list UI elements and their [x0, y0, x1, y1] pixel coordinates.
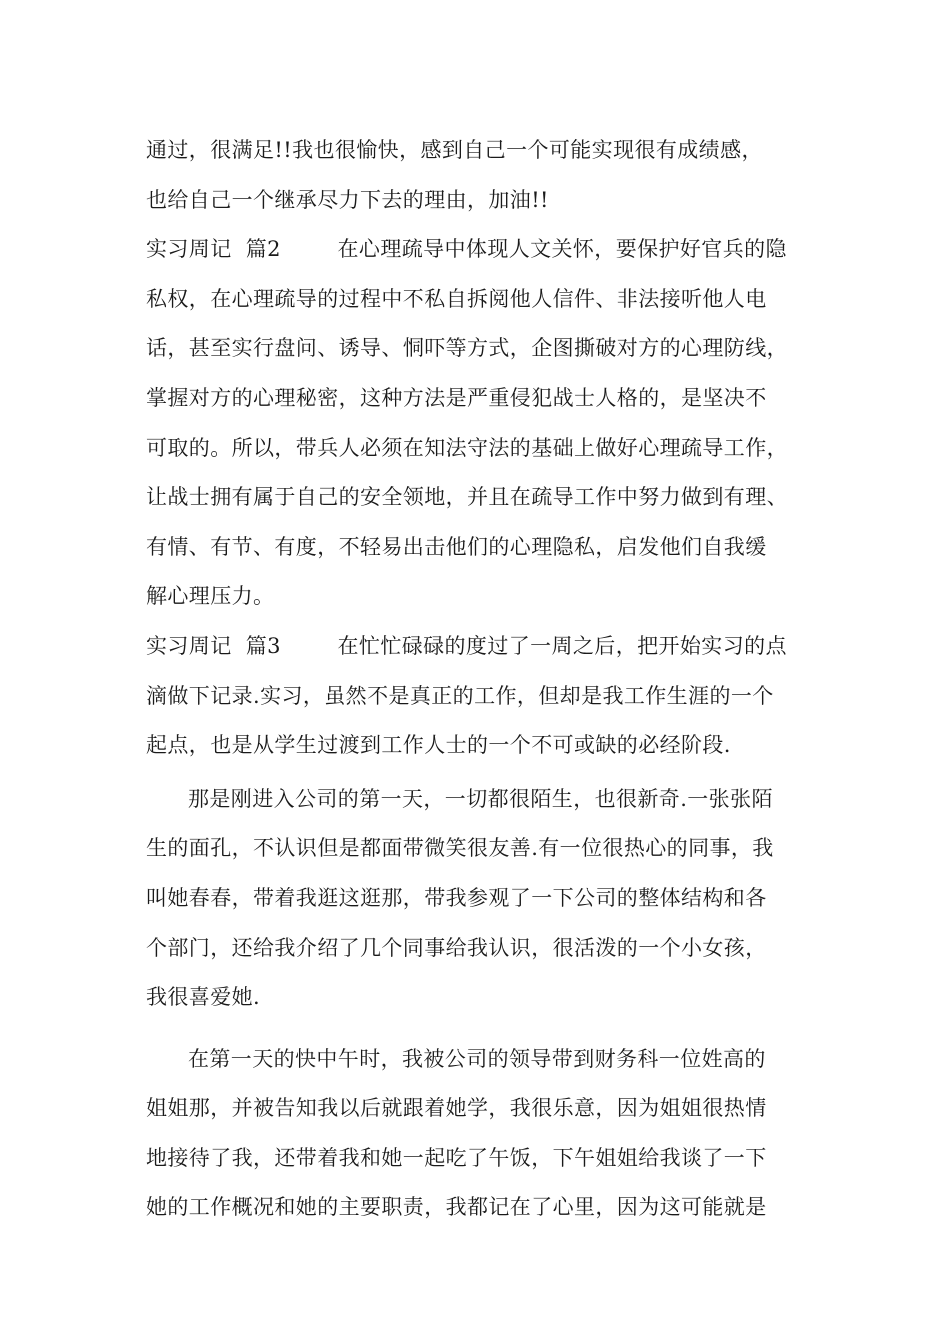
section-heading-line: 实习周记 篇2 在心理疏导中体现人文关怀，要保护好官兵的隐	[146, 237, 787, 262]
text-line: 她的工作概况和她的主要职责，我都记在了心里，因为这可能就是	[146, 1195, 767, 1220]
paragraph-first-line: 在第一天的快中午时，我被公司的领导带到财务科一位姓高的	[188, 1046, 766, 1071]
text-line: 话，甚至实行盘问、诱导、恫吓等方式，企图撕破对方的心理防线，	[146, 336, 788, 361]
paragraph-first-line: 那是刚进入公司的第一天，一切都很陌生，也很新奇.一张张陌	[188, 786, 773, 811]
text-line: 有情、有节、有度，不轻易出击他们的心理隐私，启发他们自我缓	[146, 534, 767, 559]
text-line: 滴做下记录.实习，虽然不是真正的工作，但却是我工作生涯的一个	[146, 683, 774, 708]
text-line: 生的面孔，不认识但是都面带微笑很友善.有一位很热心的同事，我	[146, 836, 774, 861]
text-line: 私权，在心理疏导的过程中不私自拆阅他人信件、非法接听他人电	[146, 286, 767, 311]
text-line: 让战士拥有属于自己的安全领地，并且在疏导工作中努力做到有理、	[146, 485, 788, 510]
text-line: 可取的。所以，带兵人必须在知法守法的基础上做好心理疏导工作，	[146, 435, 788, 460]
document-body	[146, 126, 822, 1233]
text-line: 姐姐那，并被告知我以后就跟着她学，我很乐意，因为姐姐很热情	[146, 1096, 767, 1121]
text-line: 通过，很满足!!我也很愉快，感到自己一个可能实现很有成绩感，	[146, 138, 763, 162]
text-line: 地接待了我，还带着我和她一起吃了午饭，下午姐姐给我谈了一下	[146, 1145, 767, 1170]
text-line: 我很喜爱她.	[146, 985, 261, 1010]
text-line: 也给自己一个继承尽力下去的理由，加油!!	[146, 187, 549, 212]
text-line: 叫她春春，带着我逛这逛那，带我参观了一下公司的整体结构和各	[146, 885, 767, 910]
text-line: 掌握对方的心理秘密，这种方法是严重侵犯战士人格的，是坚决不	[146, 385, 767, 410]
text-line: 个部门，还给我介绍了几个同事给我认识，很活泼的一个小女孩，	[146, 935, 767, 960]
section-heading-line: 实习周记 篇3 在忙忙碌碌的度过了一周之后，把开始实习的点	[146, 633, 787, 658]
text-line: 解心理压力。	[146, 584, 275, 609]
text-line: 起点，也是从学生过渡到工作人士的一个不可或缺的必经阶段.	[146, 733, 731, 758]
